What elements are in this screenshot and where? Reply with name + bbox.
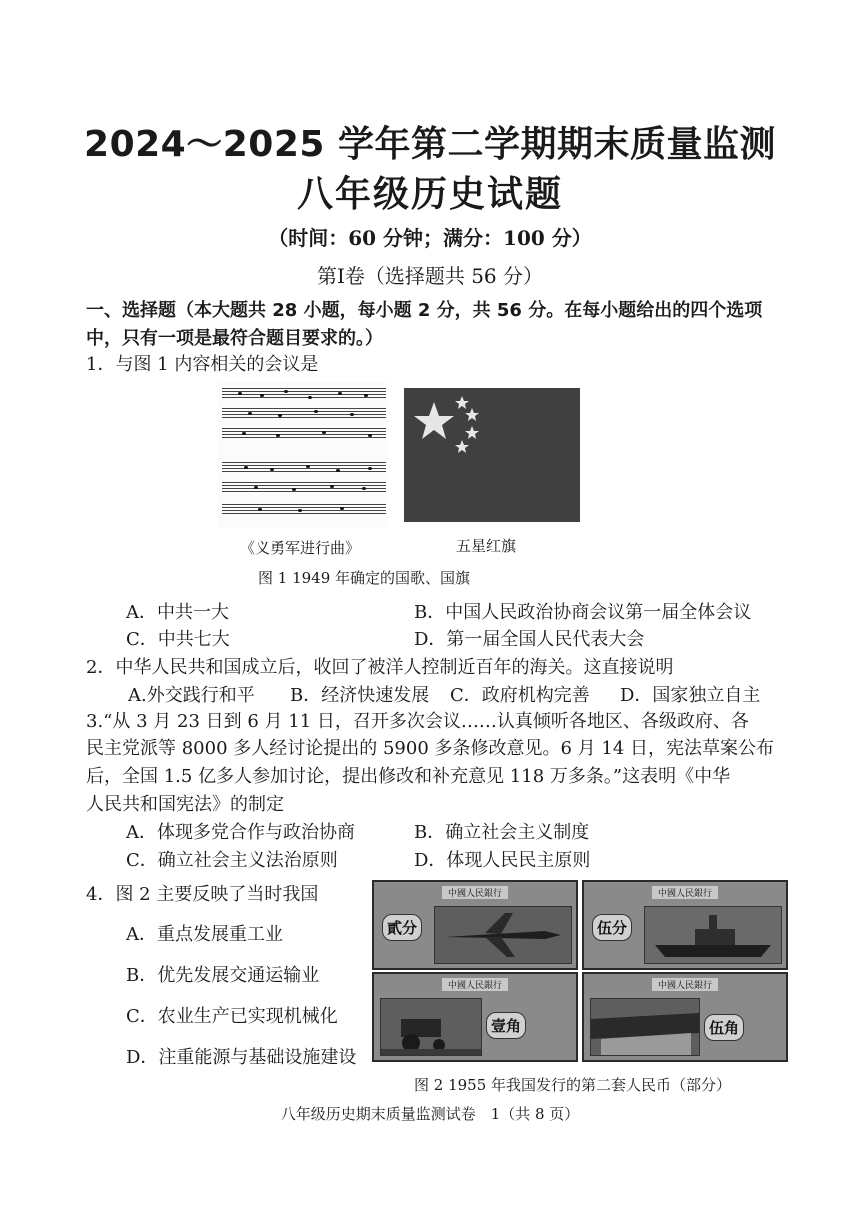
q3-stem-line1: 3.“从 3 月 23 日到 6 月 11 日，召开多次会议……认真倾听各地区、各级政府、各 — [86, 711, 749, 732]
ship-scene — [644, 906, 782, 964]
large-star-icon — [414, 402, 454, 439]
q1-option-b: B．中国人民政治协商会议第一届全体会议 — [414, 602, 752, 623]
q3-stem-line2: 民主党派等 8000 多人经讨论提出的 5900 多条修改意见。6 月 14 日，宪法草案公布 — [86, 738, 775, 759]
tractor-scene — [380, 998, 482, 1056]
figure1-caption-anthem: 《义勇军进行曲》 — [240, 539, 361, 557]
banknote-value: 貳分 — [382, 914, 422, 941]
q2-option-b: B．经济快速发展 — [290, 685, 430, 706]
banknote-header: 中國人民銀行 — [442, 886, 508, 899]
q1-option-a: A．中共一大 — [126, 602, 229, 623]
banknote-value: 伍分 — [592, 914, 632, 941]
q3-option-d: D．体现人民民主原则 — [414, 850, 591, 871]
q1-option-c: C．中共七大 — [126, 629, 230, 650]
banknote-value: 伍角 — [704, 1014, 744, 1041]
q2-option-c: C．政府机构完善 — [450, 685, 590, 706]
q3-stem-line4: 人民共和国宪法》的制定 — [86, 794, 284, 815]
q3-option-c: C．确立社会主义法治原则 — [126, 850, 338, 871]
small-star-icon — [455, 396, 469, 409]
figure1-title: 图 1 1949 年确定的国歌、国旗 — [258, 569, 471, 587]
section-instruction-line2: 中，只有一项是最符合题目要求的。） — [86, 328, 383, 349]
small-star-icon — [465, 408, 479, 421]
anthem-score-image — [218, 382, 388, 528]
q4-option-b: B．优先发展交通运输业 — [126, 965, 320, 986]
section-instruction-line1: 一、选择题（本大题共 28 小题，每小题 2 分，共 56 分。在每小题给出的四个选项 — [86, 300, 763, 321]
small-star-icon — [465, 426, 479, 439]
banknote-2-fen — [372, 880, 578, 970]
q2-option-d: D．国家独立自主 — [620, 685, 761, 706]
figure1-caption-flag: 五星红旗 — [456, 537, 517, 555]
banknote-1-jiao — [372, 972, 578, 1062]
q4-stem: 4．图 2 主要反映了当时我国 — [86, 884, 319, 905]
q3-option-a: A．体现多党合作与政治协商 — [126, 822, 355, 843]
five-star-flag-image — [404, 388, 580, 522]
banknote-5-fen — [582, 880, 788, 970]
q1-stem: 1．与图 1 内容相关的会议是 — [86, 354, 319, 375]
part-heading: 第Ⅰ卷（选择题共 56 分） — [316, 264, 544, 288]
exam-time-score: （时间：60 分钟；满分：100 分） — [268, 226, 592, 250]
five-star-flag-stars — [404, 388, 580, 522]
small-star-icon — [455, 440, 469, 453]
figure2-title: 图 2 1955 年我国发行的第二套人民币（部分） — [414, 1076, 732, 1094]
banknote-header: 中國人民銀行 — [442, 978, 508, 991]
q3-option-b: B．确立社会主义制度 — [414, 822, 590, 843]
banknote-5-jiao — [582, 972, 788, 1062]
dam-scene — [590, 998, 700, 1056]
q2-stem: 2．中华人民共和国成立后，收回了被洋人控制近百年的海关。这直接说明 — [86, 657, 674, 678]
q4-option-c: C．农业生产已实现机械化 — [126, 1006, 338, 1027]
banknote-header: 中國人民銀行 — [652, 978, 718, 991]
q4-option-d: D．注重能源与基础设施建设 — [126, 1047, 357, 1068]
q1-option-d: D．第一届全国人民代表大会 — [414, 629, 645, 650]
airplane-scene — [434, 906, 572, 964]
exam-title-line2: 八年级历史试题 — [296, 174, 563, 215]
banknote-value: 壹角 — [486, 1012, 526, 1039]
banknote-header: 中國人民銀行 — [652, 886, 718, 899]
q4-option-a: A．重点发展重工业 — [126, 924, 283, 945]
exam-title-line1: 2024～2025 学年第二学期期末质量监测 — [84, 124, 776, 165]
page-footer: 八年级历史期末质量监测试卷 1（共 8 页） — [280, 1105, 580, 1123]
q3-stem-line3: 后，全国 1.5 亿多人参加讨论，提出修改和补充意见 118 万多条。”这表明《中华 — [86, 766, 731, 787]
q2-option-a: A.外交践行和平 — [128, 685, 255, 706]
